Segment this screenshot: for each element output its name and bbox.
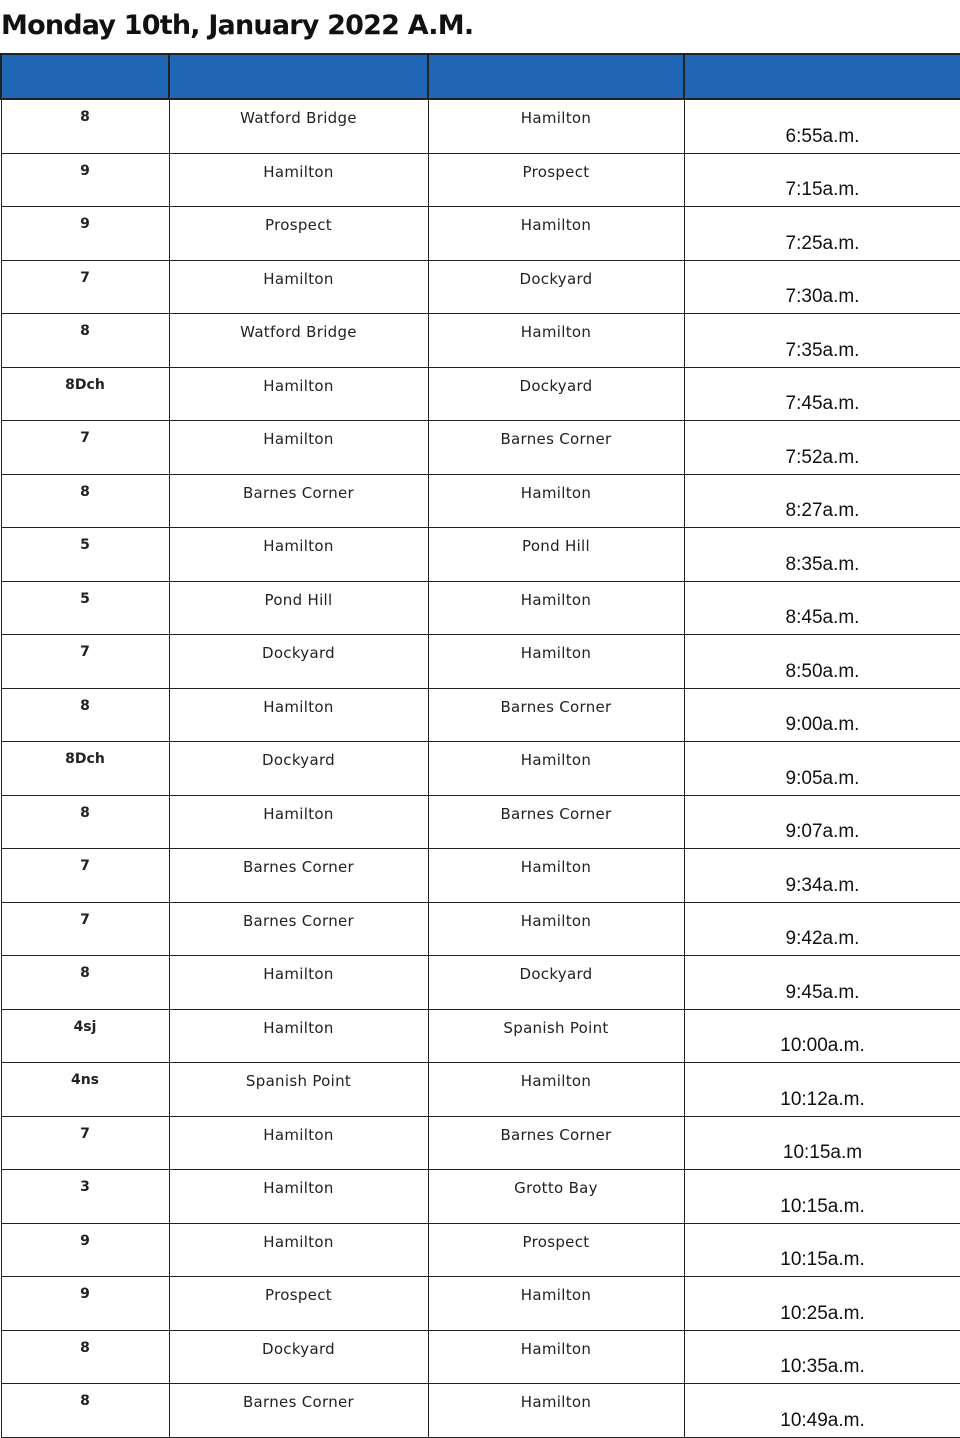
table-row	[1, 1116, 960, 1170]
table-row	[1, 260, 960, 314]
header-cell-to	[428, 54, 684, 99]
origin-cell: Hamilton	[169, 528, 428, 582]
departure-time-cell: 9:07a.m.	[684, 795, 960, 849]
origin-cell: Hamilton	[169, 421, 428, 475]
table-row	[1, 1384, 960, 1438]
destination-cell: Hamilton	[428, 314, 684, 368]
page-title: Monday 10th, January 2022 A.M.	[1, 10, 474, 41]
route-cell: 7	[1, 1116, 169, 1170]
table-row	[1, 99, 960, 153]
destination-cell: Hamilton	[428, 902, 684, 956]
origin-cell: Hamilton	[169, 260, 428, 314]
departure-time-cell: 8:35a.m.	[684, 528, 960, 582]
route-cell: 8Dch	[1, 367, 169, 421]
departure-time-cell: 10:35a.m.	[684, 1330, 960, 1384]
origin-cell: Pond Hill	[169, 581, 428, 635]
bus-schedule-table	[0, 53, 960, 1438]
table-row	[1, 795, 960, 849]
departure-time-cell: 7:35a.m.	[684, 314, 960, 368]
departure-time-cell: 7:52a.m.	[684, 421, 960, 475]
origin-cell: Prospect	[169, 1277, 428, 1331]
route-cell: 7	[1, 635, 169, 689]
header-cell-route	[1, 54, 169, 99]
table-row	[1, 581, 960, 635]
route-cell: 9	[1, 207, 169, 261]
departure-time-cell: 9:42a.m.	[684, 902, 960, 956]
departure-time-cell: 10:00a.m.	[684, 1009, 960, 1063]
origin-cell: Hamilton	[169, 956, 428, 1010]
route-cell: 7	[1, 849, 169, 903]
table-row	[1, 367, 960, 421]
origin-cell: Dockyard	[169, 635, 428, 689]
origin-cell: Barnes Corner	[169, 474, 428, 528]
origin-cell: Dockyard	[169, 1330, 428, 1384]
departure-time-cell: 9:05a.m.	[684, 742, 960, 796]
route-cell: 7	[1, 421, 169, 475]
table-row	[1, 849, 960, 903]
destination-cell: Hamilton	[428, 99, 684, 153]
route-cell: 8	[1, 99, 169, 153]
destination-cell: Barnes Corner	[428, 421, 684, 475]
route-cell: 8Dch	[1, 742, 169, 796]
departure-time-cell: 6:55a.m.	[684, 99, 960, 153]
destination-cell: Hamilton	[428, 849, 684, 903]
route-cell: 8	[1, 474, 169, 528]
origin-cell: Spanish Point	[169, 1063, 428, 1117]
table-row	[1, 1330, 960, 1384]
destination-cell: Pond Hill	[428, 528, 684, 582]
departure-time-cell: 10:25a.m.	[684, 1277, 960, 1331]
origin-cell: Hamilton	[169, 1223, 428, 1277]
destination-cell: Dockyard	[428, 367, 684, 421]
route-cell: 4ns	[1, 1063, 169, 1117]
destination-cell: Prospect	[428, 1223, 684, 1277]
table-row	[1, 742, 960, 796]
route-cell: 8	[1, 1384, 169, 1438]
departure-time-cell: 9:34a.m.	[684, 849, 960, 903]
destination-cell: Hamilton	[428, 742, 684, 796]
route-cell: 7	[1, 902, 169, 956]
destination-cell: Dockyard	[428, 260, 684, 314]
route-cell: 8	[1, 688, 169, 742]
origin-cell: Hamilton	[169, 153, 428, 207]
departure-time-cell: 10:15a.m	[684, 1116, 960, 1170]
departure-time-cell: 8:27a.m.	[684, 474, 960, 528]
origin-cell: Hamilton	[169, 688, 428, 742]
destination-cell: Grotto Bay	[428, 1170, 684, 1224]
departure-time-cell: 10:15a.m.	[684, 1170, 960, 1224]
table-header-row	[1, 54, 960, 99]
origin-cell: Prospect	[169, 207, 428, 261]
destination-cell: Dockyard	[428, 956, 684, 1010]
departure-time-cell: 10:49a.m.	[684, 1384, 960, 1438]
table-row	[1, 207, 960, 261]
destination-cell: Hamilton	[428, 635, 684, 689]
origin-cell: Hamilton	[169, 367, 428, 421]
table-row	[1, 1009, 960, 1063]
table-row	[1, 1223, 960, 1277]
route-cell: 4sj	[1, 1009, 169, 1063]
destination-cell: Barnes Corner	[428, 688, 684, 742]
destination-cell: Hamilton	[428, 207, 684, 261]
route-cell: 9	[1, 153, 169, 207]
route-cell: 8	[1, 314, 169, 368]
departure-time-cell: 7:25a.m.	[684, 207, 960, 261]
route-cell: 8	[1, 795, 169, 849]
table-row	[1, 153, 960, 207]
table-row	[1, 421, 960, 475]
route-cell: 5	[1, 581, 169, 635]
table-row	[1, 1063, 960, 1117]
destination-cell: Barnes Corner	[428, 1116, 684, 1170]
departure-time-cell: 8:45a.m.	[684, 581, 960, 635]
table-row	[1, 956, 960, 1010]
origin-cell: Dockyard	[169, 742, 428, 796]
origin-cell: Barnes Corner	[169, 1384, 428, 1438]
destination-cell: Barnes Corner	[428, 795, 684, 849]
route-cell: 8	[1, 956, 169, 1010]
origin-cell: Hamilton	[169, 1116, 428, 1170]
destination-cell: Hamilton	[428, 1063, 684, 1117]
destination-cell: Spanish Point	[428, 1009, 684, 1063]
table-row	[1, 902, 960, 956]
departure-time-cell: 10:12a.m.	[684, 1063, 960, 1117]
route-cell: 5	[1, 528, 169, 582]
table-row	[1, 314, 960, 368]
destination-cell: Hamilton	[428, 581, 684, 635]
departure-time-cell: 10:15a.m.	[684, 1223, 960, 1277]
header-cell-time	[684, 54, 960, 99]
origin-cell: Hamilton	[169, 1009, 428, 1063]
origin-cell: Hamilton	[169, 795, 428, 849]
destination-cell: Hamilton	[428, 1330, 684, 1384]
route-cell: 8	[1, 1330, 169, 1384]
origin-cell: Hamilton	[169, 1170, 428, 1224]
table-row	[1, 474, 960, 528]
origin-cell: Watford Bridge	[169, 314, 428, 368]
route-cell: 9	[1, 1223, 169, 1277]
origin-cell: Barnes Corner	[169, 849, 428, 903]
departure-time-cell: 8:50a.m.	[684, 635, 960, 689]
route-cell: 9	[1, 1277, 169, 1331]
header-cell-from	[169, 54, 428, 99]
table-body	[1, 99, 960, 1437]
departure-time-cell: 7:30a.m.	[684, 260, 960, 314]
destination-cell: Hamilton	[428, 1277, 684, 1331]
departure-time-cell: 7:15a.m.	[684, 153, 960, 207]
route-cell: 7	[1, 260, 169, 314]
destination-cell: Prospect	[428, 153, 684, 207]
departure-time-cell: 9:45a.m.	[684, 956, 960, 1010]
destination-cell: Hamilton	[428, 474, 684, 528]
table-row	[1, 1170, 960, 1224]
origin-cell: Watford Bridge	[169, 99, 428, 153]
table-row	[1, 635, 960, 689]
table-row	[1, 528, 960, 582]
destination-cell: Hamilton	[428, 1384, 684, 1438]
departure-time-cell: 9:00a.m.	[684, 688, 960, 742]
origin-cell: Barnes Corner	[169, 902, 428, 956]
departure-time-cell: 7:45a.m.	[684, 367, 960, 421]
table-row	[1, 688, 960, 742]
route-cell: 3	[1, 1170, 169, 1224]
table-row	[1, 1277, 960, 1331]
